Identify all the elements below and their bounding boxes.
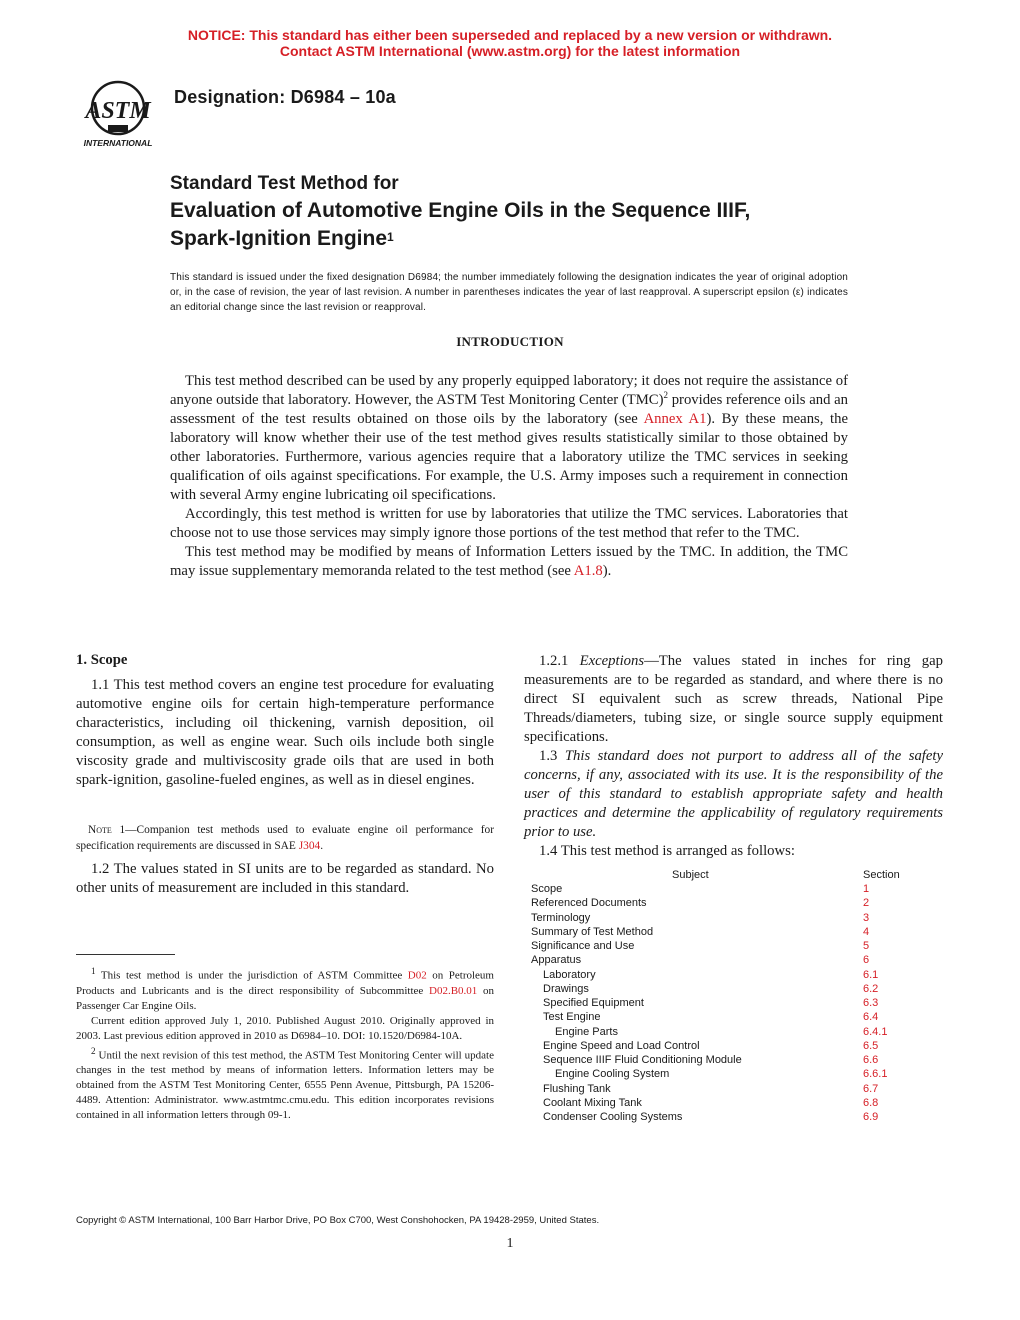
toc-row xyxy=(524,896,943,910)
intro-paragraph-1: This test method described can be used by any properly equipped laboratory; it does not require the assistance of anyone outside that laboratory. However, the ASTM Test Monitoring Center (TMC)$^2$ provides reference oils and an assessment of the test results obtained on those oils by the laboratory (see Annex A1). By these means, the laboratory will know whether their use of the test method gives results statistically similar to those obtained by other laboratories. Furthermore, various agencies require that a laboratory utilize the TMC services in seeking qualification of oils against specifications. For example, the U.S. Army imposes such a requirement in connection with several Army engine lubricating oil specifications. xyxy=(170,373,849,503)
toc-subject: Laboratory xyxy=(543,968,596,981)
toc-subject: Test Engine xyxy=(543,1011,601,1024)
toc-section-link[interactable]: 1 xyxy=(863,883,870,895)
document-title xyxy=(170,197,750,253)
sae-j304-link[interactable]: J304 xyxy=(298,840,321,852)
toc-subject: Sequence IIIF Fluid Conditioning Module xyxy=(543,1054,742,1066)
toc-subject: Engine Parts xyxy=(555,1025,618,1038)
toc-section-link[interactable]: 4 xyxy=(863,925,870,938)
toc-subject: Specified Equipment xyxy=(543,997,644,1009)
toc-section-link[interactable]: 6.4 xyxy=(863,1011,879,1024)
toc-row xyxy=(524,939,943,953)
footnote-2: $^2$ Until the next revision of this test method, the ASTM Test Monitoring Center will update changes in the test method by means of information letters. Information letters may be obtained from the ASTM Test Monitoring Center, 6555 Penn Avenue, Pittsburgh, PA 15206-4489. Attention: Administrator. www.astmtmc.cmu.edu. This edition incorporates revisions contained in all information letters through 09-1. xyxy=(76,1045,494,1122)
footnote-ref-2[interactable]: 2 xyxy=(663,390,668,401)
toc-row xyxy=(524,911,943,925)
page-number: 1 xyxy=(506,1236,514,1251)
title-line-1: Standard Test Method for xyxy=(170,173,399,194)
d02-link[interactable]: D02 xyxy=(407,969,427,982)
logo-letters: ASTM xyxy=(85,98,151,124)
footnote-1-edition: Current edition approved July 1, 2010. Published August 2010. Originally approved in 2003. Last previous edition approved in 2010 as D6984–10. DOI: 10.1520/D6984-10A. xyxy=(76,1014,494,1042)
toc-subject: Condenser Cooling Systems xyxy=(543,1111,683,1123)
toc-subject: Drawings xyxy=(543,982,589,995)
title-line-2: Evaluation of Automotive Engine Oils in the Sequence IIIF, xyxy=(170,199,751,222)
toc-subject: Terminology xyxy=(531,911,591,924)
toc-section-link[interactable]: 6.7 xyxy=(863,1082,879,1095)
toc-row xyxy=(524,882,943,896)
toc-subject: Summary of Test Method xyxy=(531,925,654,938)
toc-subject: Scope xyxy=(531,883,563,895)
toc-row xyxy=(524,968,943,982)
copyright: Copyright © ASTM International, 100 Barr Harbor Drive, PO Box C700, West Conshohocken, PA 19428-2959, United States. xyxy=(76,1215,600,1226)
toc-subject: Engine Cooling System xyxy=(555,1068,670,1081)
toc-subject: Referenced Documents xyxy=(531,897,647,910)
toc-row xyxy=(524,1053,943,1067)
toc-section-link[interactable]: 6.2 xyxy=(863,982,879,995)
scope-1-2: 1.2 The values stated in SI units are to be regarded as standard. No other units of measurement are included in this standard. xyxy=(76,861,494,896)
footnote-divider xyxy=(76,954,175,955)
toc-section-link[interactable]: 6.6.1 xyxy=(863,1068,888,1081)
toc-subject: Significance and Use xyxy=(531,940,635,952)
title-line-3: Spark-Ignition Engine$^1$ xyxy=(170,227,394,250)
intro-paragraph-2: Accordingly, this test method is written for use by laboratories that utilize the TMC services. Laboratories that choose not to use those services may simply ignore those portions of the test method that refer to the TMC. xyxy=(170,506,848,541)
scope-1-4: 1.4 This test method is arranged as follows: xyxy=(539,843,795,859)
toc-header-subject: Subject xyxy=(672,869,709,881)
toc-row xyxy=(524,1096,943,1110)
scope-heading: 1. Scope xyxy=(76,652,128,668)
toc-subject: Coolant Mixing Tank xyxy=(543,1096,642,1109)
introduction-body xyxy=(170,372,848,581)
toc-row xyxy=(524,996,943,1010)
toc-row xyxy=(524,1025,943,1039)
toc-section-link[interactable]: 2 xyxy=(863,897,870,910)
issued-note: This standard is issued under the fixed designation D6984; the number immediately following the designation indicates the year of original adoption or, in the case of revision, the year of last revision. A number in parentheses indicates the year of last reapproval. A superscript epsilon (ε) indicates an editorial change since the last revision or reapproval. xyxy=(170,272,848,313)
d02-b0-01-link[interactable]: D02.B0.01 xyxy=(429,984,478,997)
toc-row xyxy=(524,1110,943,1124)
scope-1-2-1: 1.2.1 Exceptions—The values stated in inches for ring gap measurements are to be regarded as standard, and where there is no direct SI equivalent such as screw threads, National Pipe Threads/diameters, tubing size, or single source supply equipment specifications. xyxy=(524,653,943,745)
right-column xyxy=(524,652,943,861)
introduction-heading: INTRODUCTION xyxy=(456,334,564,349)
scope-1-3: 1.3 This standard does not purport to address all of the safety concerns, if any, associated with its use. It is the responsibility of the user of this standard to establish appropriate safety and health practices and determine the applicability of regulatory requirements prior to use. xyxy=(524,748,944,840)
toc-section-link[interactable]: 6.3 xyxy=(863,997,879,1009)
designation: Designation: D6984 – 10a xyxy=(174,87,396,107)
toc-section-link[interactable]: 3 xyxy=(863,911,870,924)
toc-subject: Engine Speed and Load Control xyxy=(543,1039,700,1052)
toc-section-link[interactable]: 6.1 xyxy=(863,968,879,981)
toc-section-link[interactable]: 6.5 xyxy=(863,1039,879,1052)
annex-a1-link[interactable]: Annex A1 xyxy=(643,411,707,427)
toc-section-link[interactable]: 5 xyxy=(863,940,870,952)
toc-row xyxy=(524,1010,943,1024)
toc-subject: Flushing Tank xyxy=(543,1082,611,1095)
toc-subject: Apparatus xyxy=(531,954,582,967)
toc-row xyxy=(524,1067,943,1081)
scope-1-1: 1.1 This test method covers an engine test procedure for evaluating automotive engine oils for certain high-temperature performance characteristics, including oil thickening, varnish deposition, oil consumption, as well as engine wear. Such oils include both single viscosity grade and multiviscosity grade oils that are used in both spark-ignition, gasoline-fueled engines, as well as in diesel engines. xyxy=(76,677,494,788)
notice-line-1: NOTICE: This standard has either been superseded and replaced by a new version or withdrawn. xyxy=(187,27,833,43)
note-1: Note 1—Companion test methods used to evaluate engine oil performance for specification requirements are discussed in SAE J304. xyxy=(76,824,494,852)
footnotes xyxy=(76,964,494,1123)
astm-logo xyxy=(78,78,158,150)
a1-8-link[interactable]: A1.8 xyxy=(573,563,603,579)
toc-section-link[interactable]: 6 xyxy=(863,954,870,967)
notice-line-2: Contact ASTM International (www.astm.org) for the latest information xyxy=(279,43,741,59)
intro-paragraph-3: This test method may be modified by means of Information Letters issued by the TMC. In addition, the TMC may issue supplementary memoranda related to the test method (see A1.8). xyxy=(170,544,848,579)
toc-row xyxy=(524,982,943,996)
toc-section-link[interactable]: 6.4.1 xyxy=(863,1025,888,1038)
toc-row xyxy=(524,953,943,967)
toc-section-link[interactable]: 6.6 xyxy=(863,1054,879,1066)
toc-row xyxy=(524,1082,943,1096)
toc-section-link[interactable]: 6.9 xyxy=(863,1111,879,1123)
footnote-1: $^1$ This test method is under the jurisdiction of ASTM Committee D02 on Petroleum Products and Lubricants and is the direct responsibility of Subcommittee D02.B0.01 on Passenger Car Engine Oils. xyxy=(76,966,495,1012)
title-footnote-mark[interactable]: 1 xyxy=(387,230,394,244)
toc-row xyxy=(524,925,943,939)
toc-row xyxy=(524,1039,943,1053)
note-label: Note 1 xyxy=(88,824,126,836)
toc-section-link[interactable]: 6.8 xyxy=(863,1096,879,1109)
toc-header-section: Section xyxy=(863,869,900,881)
logo-subtext: INTERNATIONAL xyxy=(83,138,153,148)
toc-table xyxy=(524,868,943,1130)
